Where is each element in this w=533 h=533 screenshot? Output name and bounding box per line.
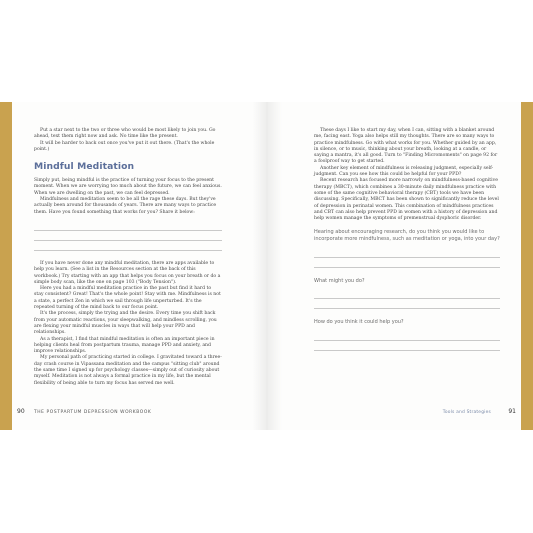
- intro-paragraph: It will be harder to back out once you've put it out there. (That's the whole point.): [34, 140, 215, 152]
- writing-line[interactable]: [34, 231, 222, 241]
- right-color-tab: [521, 102, 533, 430]
- writing-lines[interactable]: [314, 289, 500, 309]
- page-number-right: 91: [508, 408, 516, 415]
- writing-line[interactable]: [34, 221, 222, 231]
- writing-line[interactable]: [314, 258, 500, 268]
- writing-line[interactable]: [314, 248, 500, 258]
- body-paragraph: Simply put, being mindful is the practice of turning your focus to the present moment. When we are worrying too much about the future, we can feel anxious. When we are dwelling on the past, we can feel depressed.: [34, 178, 222, 196]
- body-paragraph: Mindfulness and meditation seem to be all the rage these days. But they've actually been around for thousands of years. There are many ways to practice them. Have you found something that works for you? Share it below:: [34, 197, 217, 215]
- writing-line[interactable]: [314, 299, 500, 309]
- page-number-left: 90: [17, 408, 25, 415]
- body-paragraph: My personal path of practicing started in college. I gravitated toward a three-day crash course in Vipassana meditation and the campus "sitting club" around the same time I signed up for psychology classes—simply out of curiosity about myself. Meditation is not always a formal practice in my life, but the mental flexibility of being able to turn my focus has served me well.: [34, 355, 222, 386]
- left-color-tab: [0, 102, 12, 430]
- writing-lines[interactable]: [314, 248, 500, 268]
- book-spread: [0, 102, 533, 430]
- writing-lines[interactable]: [314, 331, 500, 351]
- prompt-question: How do you think it could help you?: [314, 319, 404, 326]
- body-paragraph: It's the process, simply the trying and the desire. Every time you shift back from your automatic reactions, your sleepwalking, and mindless scrolling, you are flexing your mindful muscles in ways that will help your PPD and relationships.: [34, 311, 217, 336]
- writing-lines[interactable]: [34, 221, 222, 251]
- writing-line[interactable]: [314, 331, 500, 341]
- running-title-right: Tools and Strategies: [442, 410, 491, 415]
- running-title-left: THE POSTPARTUM DEPRESSION WORKBOOK: [34, 410, 152, 415]
- writing-line[interactable]: [314, 341, 500, 351]
- body-paragraph: These days I like to start my day, when I can, sitting with a blanket around me, facing east. Yoga also helps still my thoughts. There are so many ways to practice mindfulness. Go with what works for you. Whether guided by an app, in silence, or to music, thinking about your breath, looking at a candle, or saying a mantra, it's all good. Turn to "Finding Micromoments" on page 92 for a foolproof way to get started.: [314, 128, 498, 165]
- body-paragraph: Here you had a mindful meditation practice in the past but find it hard to stay consistent? Great! That's the whole point! Stay with me. Mindfulness is not a state, a perfect Zen in which we sail through life unperturbed. It's the repeated turning of the mind back to our focus point.: [34, 286, 221, 311]
- intro-paragraph: Put a star next to the two or three who would be most likely to join you. Go ahead, text them right now and ask. No time like the present.: [34, 128, 216, 140]
- body-paragraph: Recent research has focused more narrowly on mindfulness-based cognitive therapy (MBCT), which combines a 30-minute daily mindfulness practice with some of the same cognitive behavioral therapy (CBT) tools we have been discussing. Specifically, MBCT has been shown to significantly reduce the level of depression in perinatal women. This combination of mindfulness practices and CBT can also help prevent PPD in women with a history of depression and help women manage the symptoms of premenstrual dysphoric disorder.: [314, 178, 499, 222]
- body-paragraph: As a therapist, I find that mindful meditation is often an important piece in helping clients heal from postpartum trauma, manage PPD and anxiety, and improve relationships.: [34, 336, 215, 355]
- left-page: [34, 128, 222, 387]
- prompt-question: What might you do?: [314, 277, 365, 284]
- body-paragraph: Another key element of mindfulness is releasing judgment, especially self-judgment. Can you see how this could be helpful for your PPD?: [314, 165, 494, 178]
- body-paragraph: If you have never done any mindful meditation, there are apps available to help you learn. (See a list in the Resources section at the back of this workbook.) Try starting with an app that helps you focus on your breath or do a simple body scan, like the one on page 103 ("Body Tension").: [34, 260, 221, 285]
- book-gutter: [252, 102, 282, 430]
- right-page: [314, 128, 500, 361]
- prompt-question: Hearing about encouraging research, do you think you would like to incorporate more mindfulness, such as meditation or yoga, into your day?: [314, 229, 500, 243]
- section-heading: Mindful Meditation: [34, 161, 135, 173]
- writing-line[interactable]: [34, 241, 222, 251]
- writing-line[interactable]: [314, 289, 500, 299]
